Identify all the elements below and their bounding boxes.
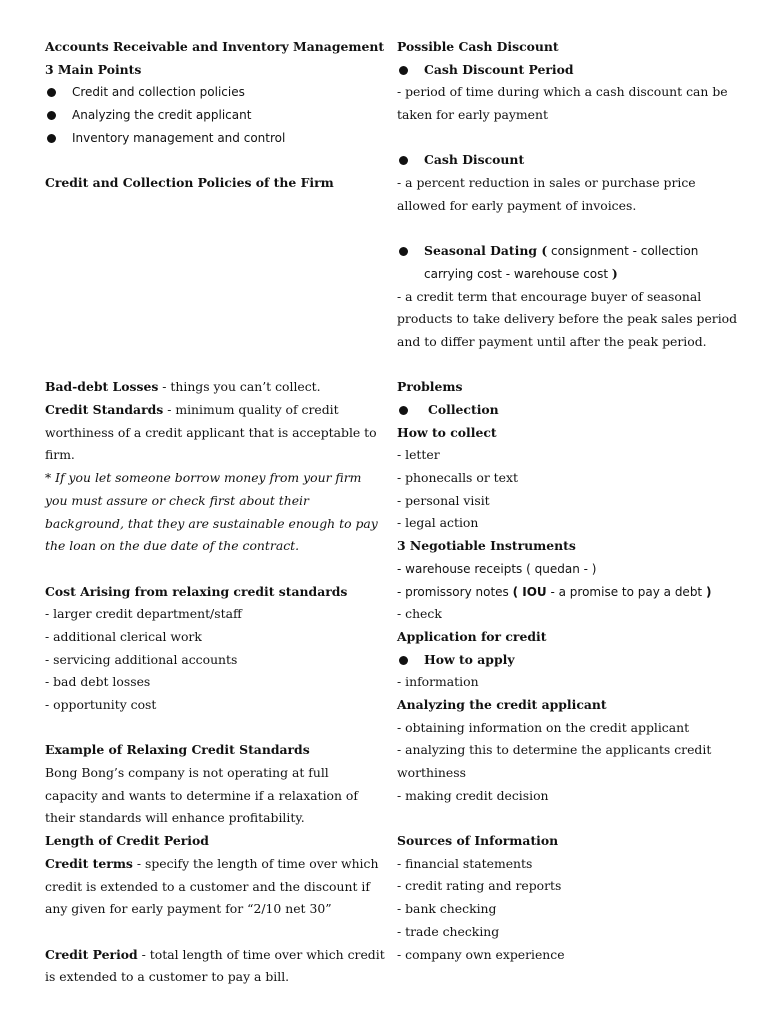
credit-period-line: is extended to a customer to pay a bill.: [45, 969, 290, 985]
credit-policies-heading: Credit and Collection Policies of the Firm: [45, 175, 334, 191]
main-points-heading: 3 Main Points: [45, 61, 142, 77]
example-line: capacity and wants to determine if a relaxation of: [45, 787, 358, 803]
seasonal-dating-item: carrying cost - warehouse cost ): [424, 265, 618, 281]
main-point-item: Inventory management and control: [45, 127, 380, 150]
note-line: the loan on the due date of the contract.: [45, 538, 300, 554]
left-column: [45, 36, 385, 989]
list-item: - check: [397, 606, 442, 622]
list-item: - additional clerical work: [45, 628, 202, 644]
bullet-icon: [47, 134, 56, 143]
how-apply-item: How to apply: [397, 649, 732, 672]
list-item: - larger credit department/staff: [45, 606, 242, 622]
list-item: - financial statements: [397, 855, 533, 871]
cost-heading: Cost Arising from relaxing credit standards: [45, 583, 348, 599]
list-item: - phonecalls or text: [397, 470, 518, 486]
note-line: you must assure or check first about their: [45, 492, 309, 508]
right-column: [397, 36, 738, 966]
credit-standards-line: firm.: [45, 447, 75, 463]
seasonal-line: and to differ payment until after the peak period.: [397, 333, 707, 349]
bullet-icon: [399, 156, 408, 165]
credit-terms-line: Credit terms - specify the length of time over which: [45, 855, 379, 871]
example-line: Bong Bong’s company is not operating at full: [45, 765, 329, 781]
list-item: - opportunity cost: [45, 697, 157, 713]
bullet-icon: [47, 111, 56, 120]
bullet-icon: [399, 66, 408, 75]
list-item: - personal visit: [397, 492, 490, 508]
discount-line: allowed for early payment of invoices.: [397, 197, 637, 213]
cash-discount-heading: Possible Cash Discount: [397, 39, 559, 54]
document-title: Accounts Receivable and Inventory Management: [45, 39, 385, 54]
period-line: taken for early payment: [397, 107, 548, 123]
list-item: - bank checking: [397, 901, 497, 917]
bullet-icon: [399, 656, 408, 665]
list-item: - information: [397, 674, 479, 690]
main-point-item: Credit and collection policies: [45, 81, 380, 104]
note-line: background, that they are sustainable enough to pay: [45, 515, 378, 531]
list-item: worthiness: [397, 765, 466, 780]
list-item: - credit rating and reports: [397, 878, 562, 894]
length-heading: Length of Credit Period: [45, 833, 209, 849]
seasonal-line: - a credit term that encourage buyer of seasonal: [397, 288, 702, 304]
analyzing-heading: Analyzing the credit applicant: [397, 696, 607, 712]
list-item: - trade checking: [397, 923, 500, 939]
list-item: - servicing additional accounts: [45, 651, 238, 667]
bullet-icon: [47, 88, 56, 97]
list-item: - analyzing this to determine the applicants credit: [397, 742, 712, 758]
credit-terms-line: any given for early payment for “2/10 net 30”: [45, 901, 332, 917]
seasonal-dating-item: Seasonal Dating ( consignment - collection: [397, 240, 732, 263]
period-line: - period of time during which a cash discount can be: [397, 84, 728, 100]
bullet-icon: [399, 406, 408, 415]
negotiable-heading: 3 Negotiable Instruments: [397, 538, 576, 554]
list-item: - letter: [397, 447, 440, 463]
main-point-item: Analyzing the credit applicant: [45, 104, 380, 127]
example-heading: Example of Relaxing Credit Standards: [45, 742, 310, 758]
note-line: * If you let someone borrow money from your firm: [45, 470, 362, 486]
bad-debt-line: Bad-debt Losses - things you can’t collect.: [45, 379, 321, 395]
how-collect-heading: How to collect: [397, 424, 497, 440]
credit-standards-line: Credit Standards - minimum quality of credit: [45, 402, 339, 418]
collection-item: Collection: [397, 399, 732, 422]
list-item: - warehouse receipts ( quedan - ): [397, 561, 597, 576]
cash-discount-item: Cash Discount: [397, 149, 732, 172]
list-item: - legal action: [397, 515, 479, 531]
list-item: - promissory notes ( IOU - a promise to pay a debt ): [397, 584, 712, 599]
problems-heading: Problems: [397, 379, 463, 395]
list-item: - company own experience: [397, 946, 565, 962]
credit-period-line: Credit Period - total length of time over which credit: [45, 946, 385, 962]
list-item: - obtaining information on the credit applicant: [397, 719, 690, 735]
discount-line: - a percent reduction in sales or purchase price: [397, 175, 696, 191]
bullet-icon: [399, 247, 408, 256]
credit-terms-line: credit is extended to a customer and the discount if: [45, 878, 370, 894]
seasonal-line: products to take delivery before the peak sales period: [397, 311, 738, 327]
list-item: - bad debt losses: [45, 674, 151, 690]
list-item: - making credit decision: [397, 787, 549, 803]
cash-discount-period-item: Cash Discount Period: [397, 59, 732, 82]
application-heading: Application for credit: [397, 628, 547, 644]
credit-standards-line: worthiness of a credit applicant that is acceptable to: [45, 424, 377, 440]
example-line: their standards will enhance profitability.: [45, 810, 305, 826]
sources-heading: Sources of Information: [397, 833, 559, 849]
